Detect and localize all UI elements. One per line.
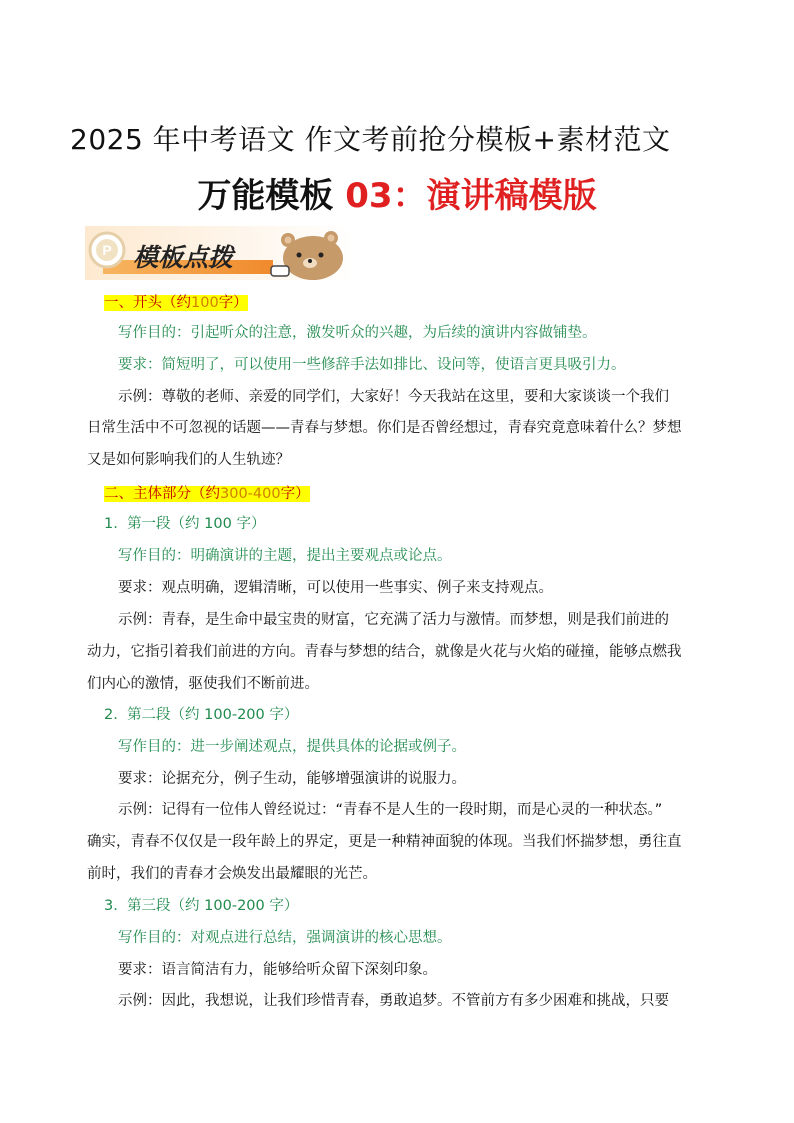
paragraph1-purpose: 写作目的：明确演讲的主题，提出主要观点或论点。: [118, 548, 452, 564]
paragraph1-example-line-2: 动力，它指引着我们前进的方向。青春与梦想的结合，就像是火花与火焰的碰撞，能够点燃我: [87, 644, 682, 660]
paragraph3-number: 3.: [104, 898, 118, 914]
paragraph1-example-line-3: 们内心的激情，驱使我们不断前进。: [87, 676, 319, 692]
paragraph2-requirement: 要求：论据充分，例子生动，能够增强演讲的说服力。: [118, 771, 466, 787]
paragraph3-heading: [104, 896, 298, 916]
paragraph2-example-line-2: 确实，青春不仅仅是一段年龄上的界定，更是一种精神面貌的体现。当我们怀揣梦想，勇往直: [87, 834, 682, 850]
paragraph2-purpose: 写作目的：进一步阐述观点，提供具体的论据或例子。: [118, 739, 466, 755]
paragraph1-heading: [104, 514, 265, 534]
p-badge-letter: P: [102, 242, 112, 258]
intro-example-line-3: 又是如何影响我们的人生轨迹？: [87, 452, 290, 468]
intro-example-line-2: 日常生活中不可忽视的话题——青春与梦想。你们是否曾经想过，青春究竟意味着什么？梦想: [87, 420, 682, 436]
paragraph1-title: 第一段（约 100 字）: [127, 516, 266, 532]
template-tips-banner: [85, 222, 355, 284]
section1-text-a: 一、开头（约: [104, 295, 191, 311]
paragraph3-example-line-1: 示例：因此，我想说，让我们珍惜青春，勇敢追梦。不管前方有多少困难和挑战，只要: [118, 993, 669, 1009]
document-subtitle: [0, 168, 794, 217]
paragraph1-example-line-1: 示例：青春，是生命中最宝贵的财富，它充满了活力与激情。而梦想，则是我们前进的: [118, 612, 669, 628]
section-heading-body: [104, 484, 310, 504]
section1-number: 100: [191, 295, 219, 311]
paragraph1-requirement: 要求：观点明确，逻辑清晰，可以使用一些事实、例子来支持观点。: [118, 580, 553, 596]
paragraph3-purpose: 写作目的：对观点进行总结，强调演讲的核心思想。: [118, 930, 452, 946]
paragraph2-example-line-1: 示例：记得有一位伟人曾经说过：“青春不是人生的一段时期，而是心灵的一种状态。”: [118, 802, 663, 818]
paragraph2-number: 2.: [104, 707, 118, 723]
section2-text-a: 二、主体部分（约: [104, 486, 220, 502]
paragraph2-title: 第二段（约 100-200 字）: [127, 707, 299, 723]
intro-purpose: 写作目的：引起听众的注意，激发听众的兴趣，为后续的演讲内容做铺垫。: [118, 325, 597, 341]
section1-text-b: 字）: [218, 295, 248, 311]
paragraph3-requirement: 要求：语言简洁有力，能够给听众留下深刻印象。: [118, 962, 437, 978]
subtitle-highlight: 03：演讲稿模版: [345, 176, 597, 216]
intro-example-line-1: 示例：尊敬的老师、亲爱的同学们，大家好！今天我站在这里，要和大家谈谈一个我们: [118, 389, 669, 405]
subtitle-prefix: 万能模板: [197, 176, 346, 216]
section-heading-opening: [104, 293, 248, 313]
paragraph3-title: 第三段（约 100-200 字）: [127, 898, 299, 914]
section2-number: 300-400: [220, 486, 281, 502]
p-badge-icon: [90, 233, 124, 267]
intro-requirement: 要求：简短明了，可以使用一些修辞手法如排比、设问等，使语言更具吸引力。: [118, 357, 626, 373]
document-title: 2025 年中考语文 作文考前抢分模板+素材范文: [70, 123, 671, 156]
section2-text-b: 字）: [280, 486, 310, 502]
paragraph2-example-line-3: 前时，我们的青春才会焕发出最耀眼的光芒。: [87, 866, 377, 882]
banner-text: 模板点拨: [133, 243, 234, 272]
paragraph2-heading: [104, 705, 298, 725]
paragraph1-number: 1.: [104, 516, 118, 532]
